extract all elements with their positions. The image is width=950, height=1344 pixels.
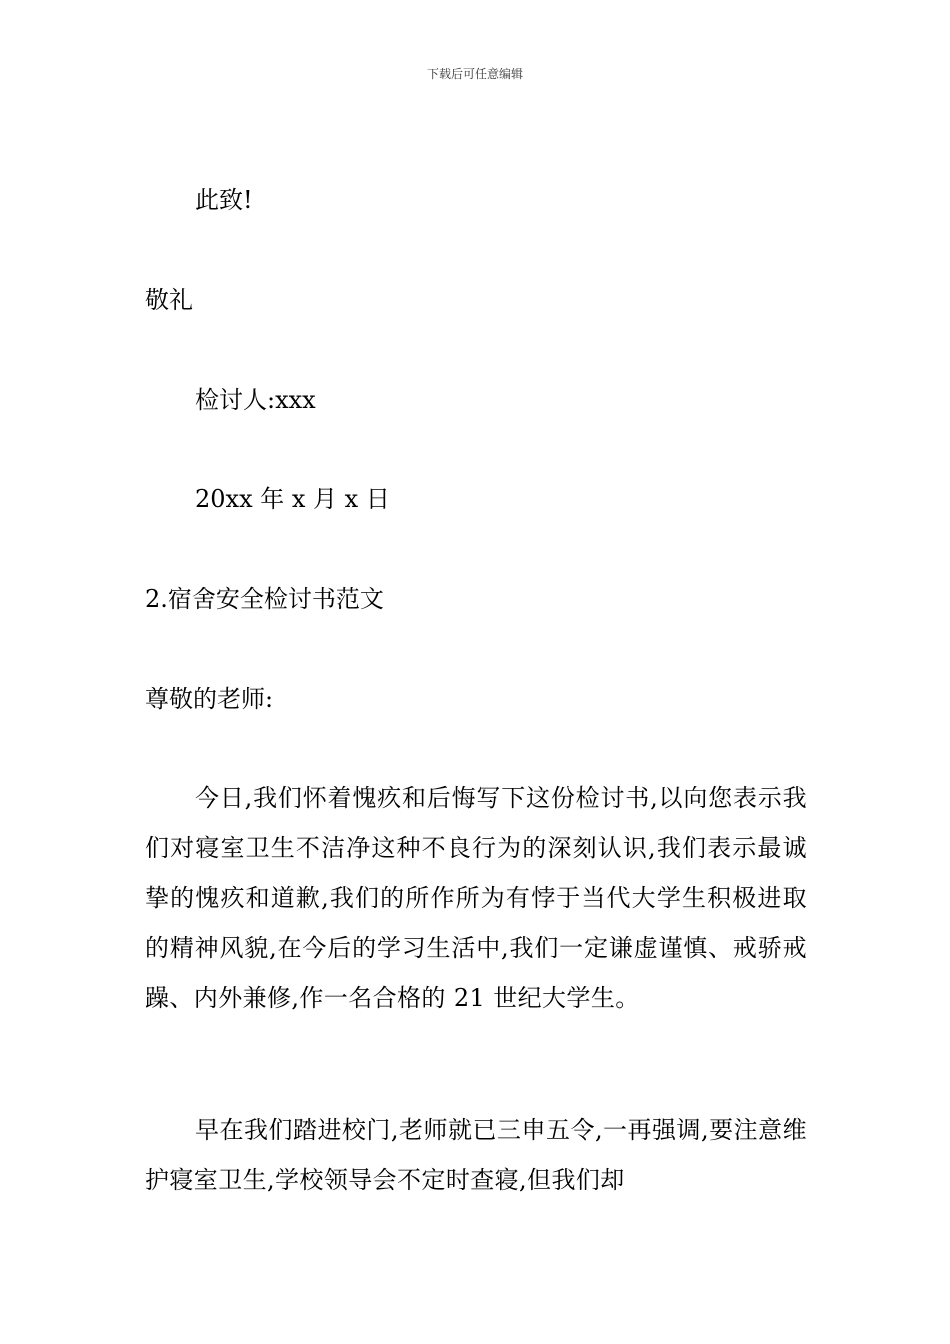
body-paragraph: 今日,我们怀着愧疚和后悔写下这份检讨书,以向您表示我们对寝室卫生不洁净这种不良行为的深刻认识,我们表示最诚挚的愧疚和道歉,我们的所作所为有悖于当代大学生积极进取的精神风貌,在今后的学习生活中,我们一定谦虚谨慎、戒骄戒躁、内外兼修,作一名合格的 21 世纪大学生。	[145, 784, 807, 1012]
signer-line: 检讨人:xxx	[195, 386, 316, 414]
date-line: 20xx 年 x 月 x 日	[195, 485, 390, 513]
salute-line: 敬礼	[145, 286, 193, 314]
closing-line: 此致!	[195, 186, 253, 214]
greeting-line: 尊敬的老师:	[145, 685, 274, 713]
body-paragraph: 早在我们踏进校门,老师就已三申五令,一再强调,要注意维护寝室卫生,学校领导会不定时查寝,但我们却	[145, 1116, 807, 1194]
page-header: 下载后可任意编辑	[426, 67, 523, 81]
section-title: 2.宿舍安全检讨书范文	[145, 585, 384, 613]
